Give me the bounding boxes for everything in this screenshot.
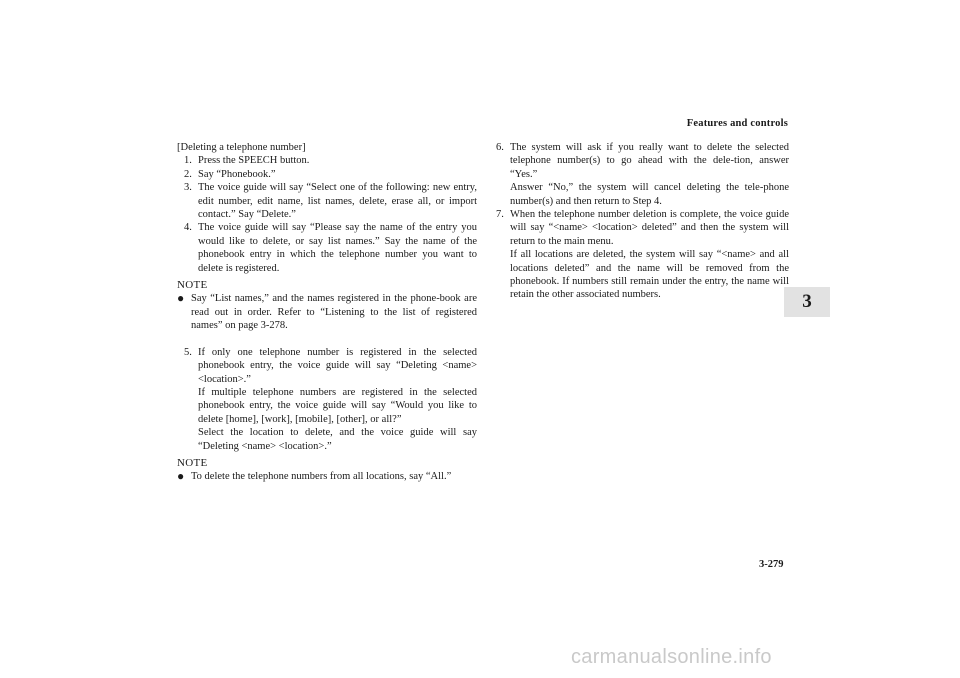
- note-text: To delete the telephone numbers from all locations, say “All.”: [191, 471, 452, 483]
- step-text: Answer “No,” the system will cancel deleting the tele-phone number(s) and then return to Step 4.: [510, 182, 789, 207]
- watermark: carmanualsonline.info: [571, 646, 772, 668]
- step-number: 6.: [496, 142, 504, 153]
- step-number: 2.: [184, 168, 192, 180]
- step-number: 1.: [184, 155, 192, 167]
- left-column: [177, 141, 477, 484]
- step-text: The voice guide will say “Please say the name of the entry you would like to delete, or say list names.” Say the name of the phonebook entry in which the telephone number you want to delete is registered.: [198, 222, 477, 274]
- step-2: [177, 168, 477, 181]
- step-text: If all locations are deleted, the system will say “<name> and all locations deleted” and the name will be removed from the phonebook. If numbers still remain under the entry, the name will retain the other associated numbers.: [510, 249, 789, 301]
- note-bullet: [177, 292, 477, 332]
- step-text: Select the location to delete, and the voice guide will say “Deleting <name> <location>.”: [198, 427, 477, 452]
- step-text: When the telephone number deletion is complete, the voice guide will say “<name> <location> deleted” and then the system will return to the main menu.: [510, 209, 789, 247]
- step-7: [489, 208, 789, 302]
- step-text: The voice guide will say “Select one of the following: new entry, edit number, edit name, list names, delete, erase all, or import contact.” Say “Delete.”: [198, 182, 477, 221]
- note-text: Say “List names,” and the names registered in the phone-book are read out in order. Refer to “Listening to the list of registered names” on page 3-278.: [191, 293, 477, 332]
- spacer: [177, 333, 477, 346]
- note-label: NOTE: [177, 456, 208, 469]
- step-text: Say “Phonebook.”: [198, 168, 276, 180]
- note-bullet: [177, 470, 477, 483]
- step-text: If only one telephone number is registered in the selected phonebook entry, the voice guide will say “Deleting <name> <location>.”: [198, 346, 477, 385]
- page-header: Features and controls: [686, 118, 788, 129]
- step-number: 4.: [184, 222, 192, 234]
- section-heading: [Deleting a telephone number]: [177, 142, 306, 153]
- step-6: [489, 141, 789, 208]
- step-number: 7.: [496, 209, 504, 221]
- chapter-tab: [784, 287, 830, 317]
- step-1: [177, 154, 477, 167]
- step-number: 5.: [184, 346, 192, 358]
- step-text: Press the SPEECH button.: [198, 155, 310, 167]
- step-5: [177, 346, 477, 453]
- note-label: NOTE: [177, 279, 208, 292]
- step-text: The system will ask if you really want to delete the selected telephone number(s) to go ahead with the dele-tion, answer “Yes.”: [510, 142, 789, 180]
- bullet-dot-icon: ●: [177, 469, 185, 484]
- right-column: [489, 141, 789, 302]
- chapter-number: 3: [802, 291, 812, 312]
- step-number: 3.: [184, 182, 192, 194]
- step-3: [177, 181, 477, 221]
- page-number: 3-279: [759, 559, 784, 570]
- bullet-dot-icon: ●: [177, 291, 185, 306]
- step-4: [177, 221, 477, 275]
- step-text: If multiple telephone numbers are registered in the selected phonebook entry, the voice guide will say “Would you like to delete [home], [work], [mobile], [other], or all?”: [198, 386, 477, 425]
